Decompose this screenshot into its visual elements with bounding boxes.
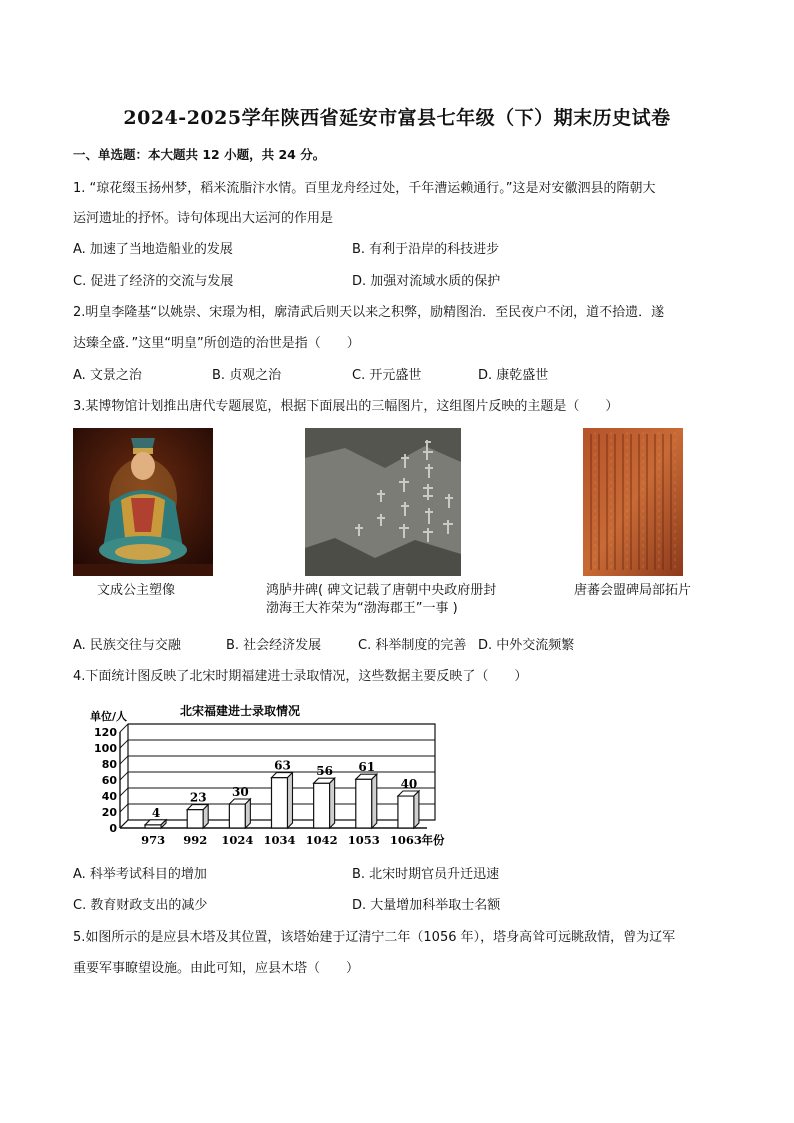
q3-option-a: A. 民族交往与交融 [73, 638, 181, 653]
y-tick-label: 0 [109, 822, 117, 835]
bar [314, 783, 330, 828]
gridline [120, 724, 435, 732]
question-5-line-1: 5.如图所示的是应县木塔及其位置，该塔始建于辽清宁二年（1056 年），塔身高耸可远眺敌情，曾为辽军 [73, 930, 676, 945]
x-tick-label: 1034 [263, 833, 296, 847]
bar [229, 804, 245, 828]
question-2-line-1: 2.明皇李隆基“以姚崇、宋璟为相，廓清武后则天以来之积弊，励精图治．至民夜户不闭，道不拾遗．遂 [73, 305, 665, 320]
bar-value-label: 56 [316, 764, 333, 779]
bar-value-label: 63 [274, 758, 291, 773]
question-2-line-2: 达臻全盛．”这里“明皇”所创造的治世是指（ ） [73, 336, 360, 351]
bar-side [330, 778, 335, 828]
x-tick-label: 1042 [305, 833, 338, 847]
bar-side [203, 805, 208, 828]
question-4-line-1: 4.下面统计图反映了北宋时期福建进士录取情况，这些数据主要反映了（ ） [73, 669, 528, 684]
q3-option-b: B. 社会经济发展 [226, 638, 322, 653]
q3-option-c: C. 科举制度的完善 [358, 638, 467, 653]
question-1-line-1: 1. “琼花缀玉扬州梦，稻米流脂汴水情。百里龙舟经过处，千年漕运赖通行。”这是对安徽泗县的隋朝大 [73, 181, 656, 196]
question-3-line-1: 3.某博物馆计划推出唐代专题展览，根据下面展出的三幅图片，这组图片反映的主题是（ ） [73, 399, 619, 414]
caption-honglu-1: 鸿胪井碑( 碑文记载了唐朝中央政府册封 [266, 583, 497, 598]
bar [356, 779, 372, 828]
y-tick-label: 40 [101, 790, 117, 803]
bar-value-label: 23 [189, 790, 207, 805]
bar-side [372, 774, 377, 828]
q2-option-c: C. 开元盛世 [352, 368, 422, 383]
page-title: 2024-2025学年陕西省延安市富县七年级（下）期末历史试卷 [123, 107, 671, 129]
bar [272, 778, 288, 828]
q4-option-d: D. 大量增加科举取士名额 [352, 898, 501, 913]
bar [187, 810, 203, 828]
x-tick-label: 1053 [347, 833, 380, 847]
y-tick-label: 100 [94, 742, 117, 755]
chart-title: 北宋福建进士录取情况 [180, 704, 301, 718]
x-tick-label: 973 [141, 833, 166, 847]
q2-option-a: A. 文景之治 [73, 368, 142, 383]
y-tick-label: 20 [101, 806, 117, 819]
q1-option-b: B. 有利于沿岸的科技进步 [352, 242, 500, 257]
treaty-stele-rubbing-image [583, 428, 683, 576]
y-tick-label: 120 [94, 726, 117, 739]
wencheng-statue-image [73, 428, 213, 576]
bar-value-label: 30 [232, 785, 249, 799]
caption-honglu-2: 渤海王大祚荣为“渤海郡王”一事 ) [266, 601, 458, 616]
q2-option-b: B. 贞观之治 [212, 368, 282, 383]
y-tick-label: 60 [101, 774, 117, 787]
q4-option-a: A. 科举考试科目的增加 [73, 867, 207, 882]
q3-option-d: D. 中外交流频繁 [478, 638, 575, 653]
q1-option-c: C. 促进了经济的交流与发展 [73, 274, 234, 289]
bar-side [288, 773, 293, 828]
x-tick-label: 1024 [221, 833, 254, 847]
bar-value-label: 40 [400, 777, 418, 791]
q4-option-b: B. 北宋时期官员升迁迅速 [352, 867, 500, 882]
gridline [120, 740, 435, 748]
caption-treaty-rubbing: 唐蕃会盟碑局部拓片 [574, 583, 692, 598]
question-1-line-2: 运河遗址的抒怀。诗句体现出大运河的作用是 [73, 211, 334, 226]
bar-value-label: 61 [358, 760, 376, 775]
q4-option-c: C. 教育财政支出的减少 [73, 898, 208, 913]
question-5-line-2: 重要军事瞭望设施。由此可知，应县木塔（ ） [73, 961, 360, 976]
bar-value-label: 4 [151, 805, 161, 820]
q1-option-a: A. 加速了当地造船业的发展 [73, 242, 233, 257]
x-tick-label: 1063 [389, 833, 422, 847]
q1-option-d: D. 加强对流域水质的保护 [352, 274, 501, 289]
bar-side [245, 799, 250, 828]
chart-y-unit: 单位/人 [90, 710, 128, 723]
bar [398, 796, 414, 828]
jinshi-bar-chart [70, 698, 450, 850]
x-tick-label: 992 [183, 833, 208, 847]
y-tick-label: 80 [101, 758, 117, 771]
caption-wencheng: 文成公主塑像 [97, 583, 176, 598]
honglu-stele-image [305, 428, 461, 576]
section-heading: 一、单选题：本大题共 12 小题，共 24 分。 [73, 147, 326, 162]
chart-x-unit: 年份 [421, 833, 445, 847]
bar-side [414, 791, 419, 828]
q2-option-d: D. 康乾盛世 [478, 368, 549, 383]
